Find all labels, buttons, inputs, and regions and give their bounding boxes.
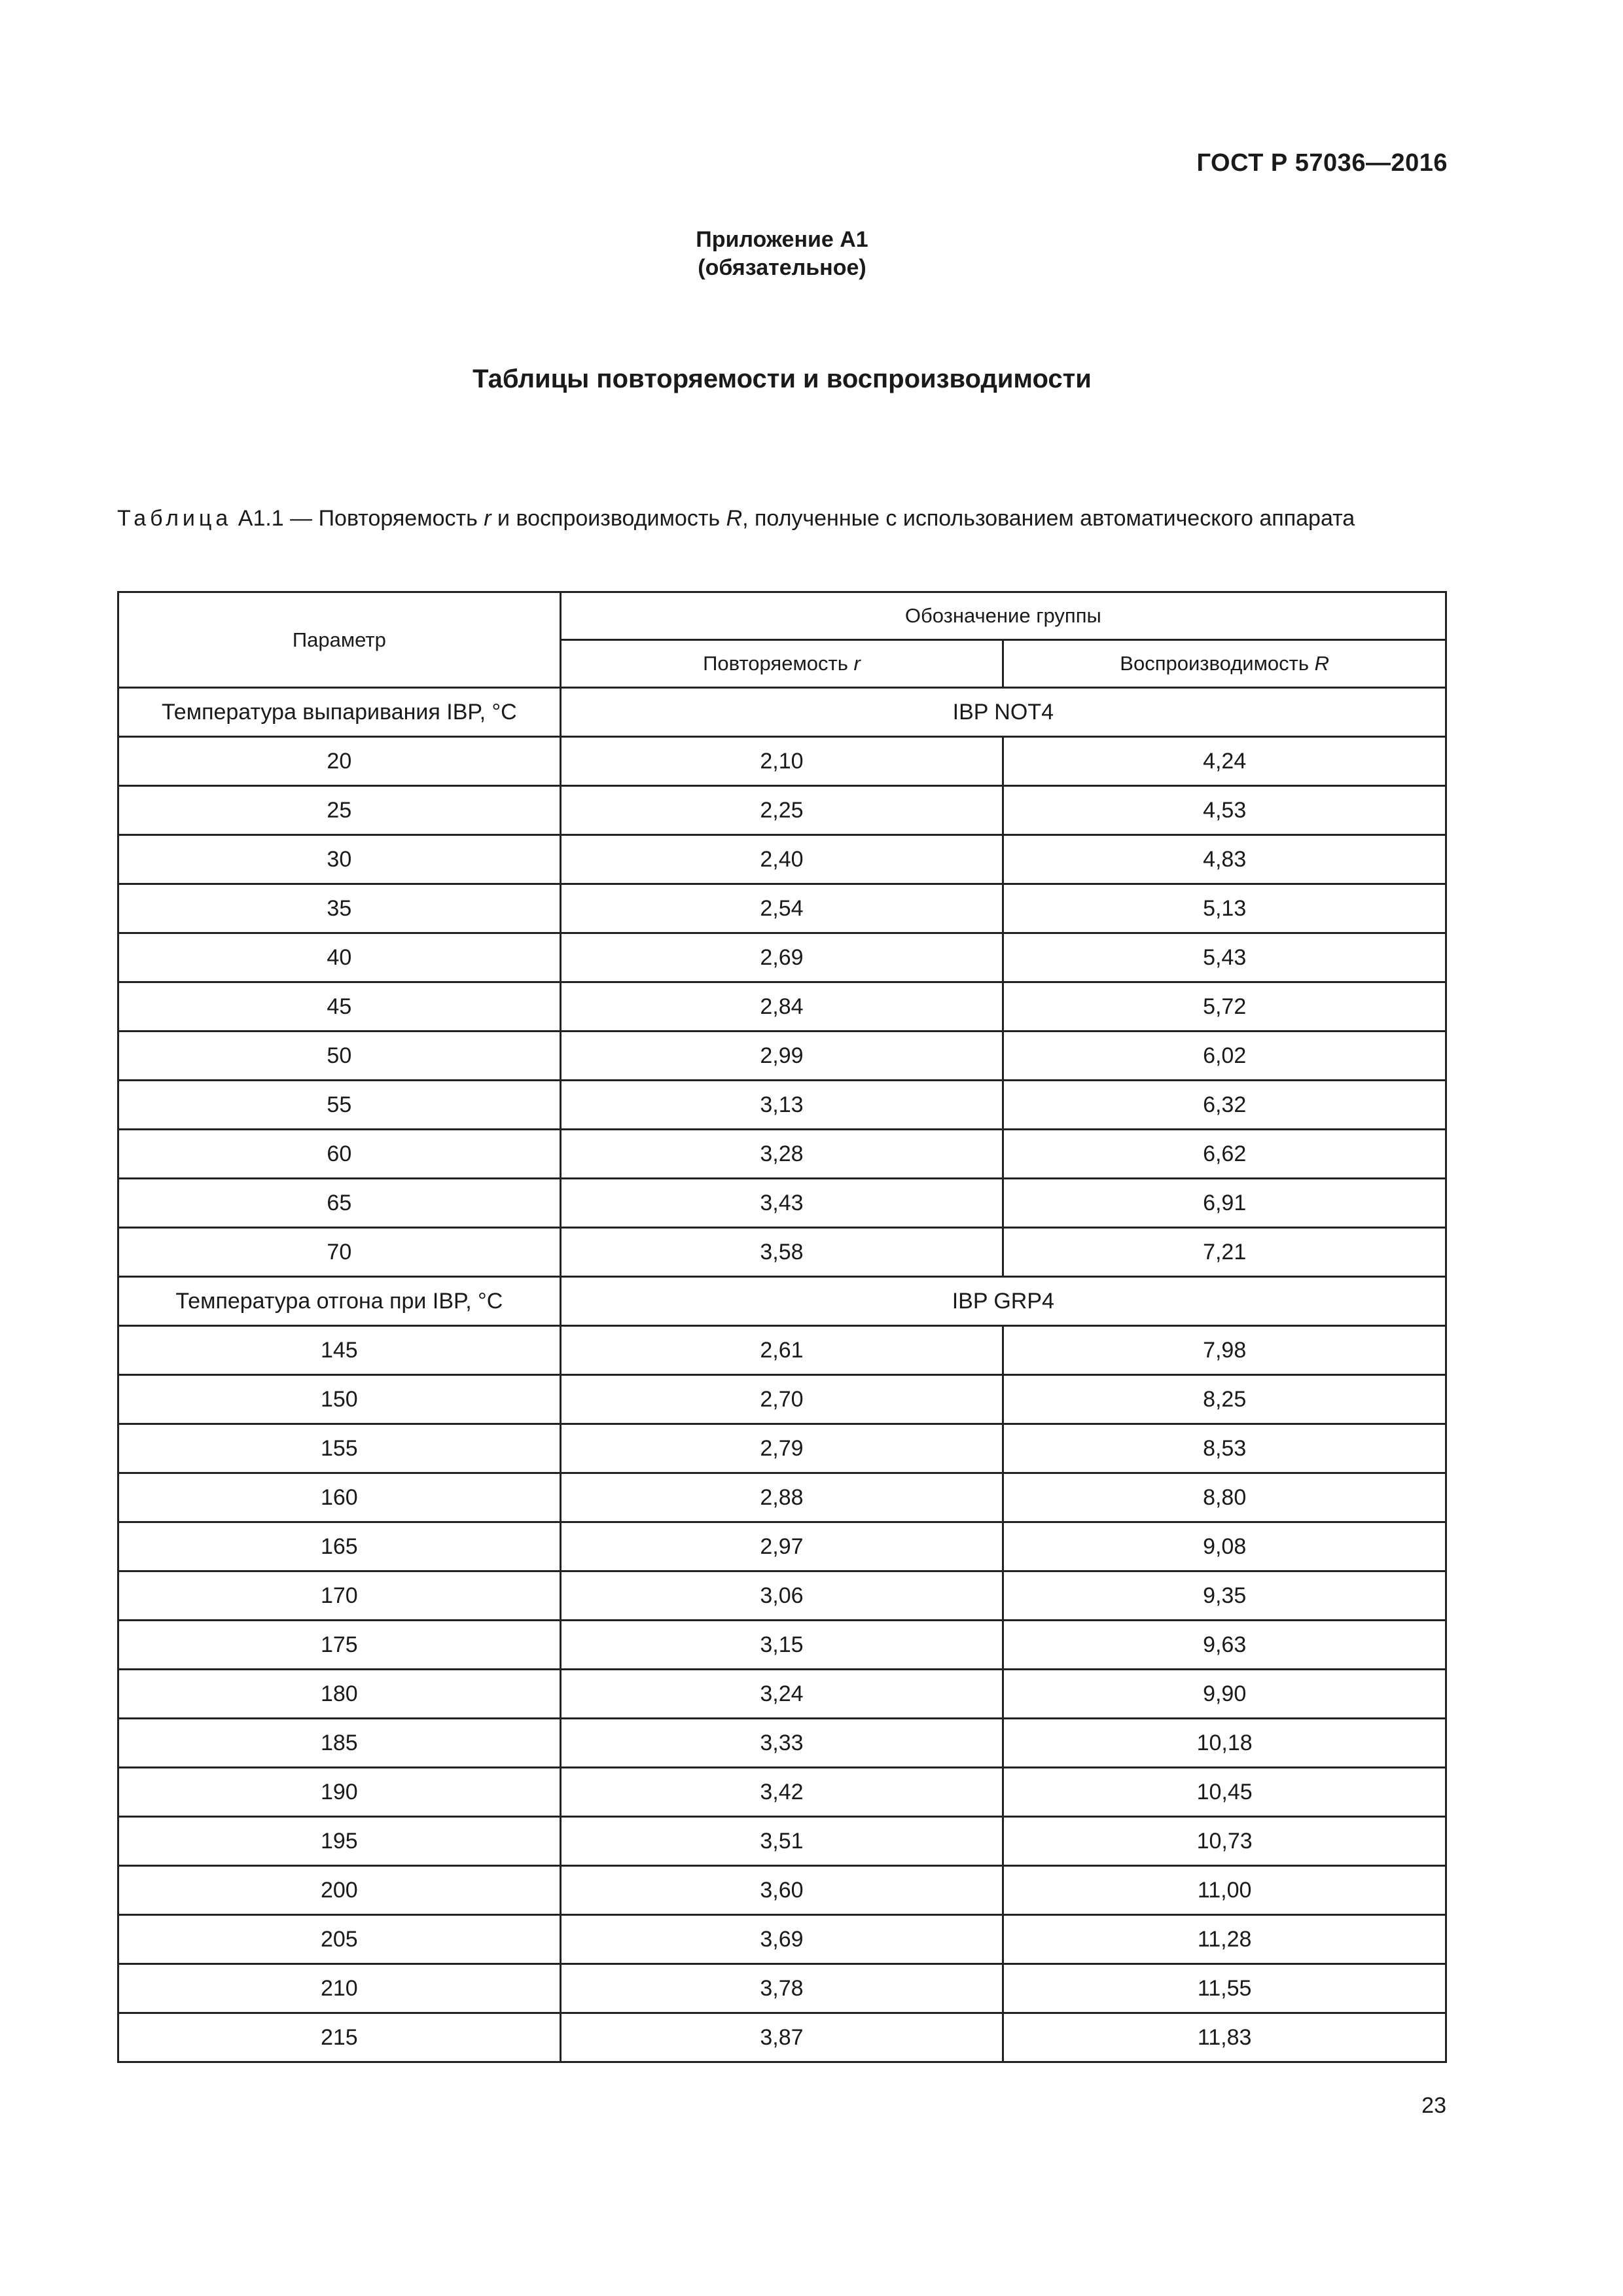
cell-repeatability: 2,25: [560, 786, 1003, 835]
cell-repeatability: 2,10: [560, 737, 1003, 786]
header-group-designation: Обозначение группы: [560, 592, 1446, 640]
cell-reproducibility: 11,00: [1003, 1866, 1446, 1915]
cell-temperature: 150: [118, 1375, 561, 1424]
section-group: IBP NOT4: [560, 688, 1446, 737]
cell-repeatability: 2,69: [560, 933, 1003, 982]
cell-temperature: 185: [118, 1719, 561, 1768]
table-row: [118, 884, 1446, 933]
cell-reproducibility: 10,73: [1003, 1817, 1446, 1866]
table-row: [118, 1866, 1446, 1915]
table-row: [118, 1621, 1446, 1670]
cell-repeatability: 2,97: [560, 1522, 1003, 1571]
cell-temperature: 205: [118, 1915, 561, 1964]
cell-repeatability: 2,40: [560, 835, 1003, 884]
table-caption: [117, 504, 1447, 533]
cell-temperature: 30: [118, 835, 561, 884]
table-row: [118, 835, 1446, 884]
cell-temperature: 165: [118, 1522, 561, 1571]
cell-temperature: 70: [118, 1228, 561, 1277]
section-row: [118, 1277, 1446, 1326]
cell-temperature: 145: [118, 1326, 561, 1375]
cell-temperature: 200: [118, 1866, 561, 1915]
cell-repeatability: 3,13: [560, 1081, 1003, 1130]
table-row: [118, 1375, 1446, 1424]
cell-reproducibility: 10,45: [1003, 1768, 1446, 1817]
cell-temperature: 170: [118, 1571, 561, 1621]
cell-reproducibility: 5,43: [1003, 933, 1446, 982]
appendix-status: (обязательное): [698, 255, 866, 280]
cell-reproducibility: 9,63: [1003, 1621, 1446, 1670]
cell-reproducibility: 7,21: [1003, 1228, 1446, 1277]
caption-symbol-R: R: [726, 506, 743, 531]
cell-temperature: 215: [118, 2013, 561, 2062]
cell-repeatability: 2,70: [560, 1375, 1003, 1424]
header-reproducibility-symbol: R: [1314, 652, 1330, 675]
cell-reproducibility: 6,91: [1003, 1179, 1446, 1228]
cell-reproducibility: 8,80: [1003, 1473, 1446, 1522]
header-reproducibility: [1003, 640, 1446, 688]
caption-text-1: — Повторяемость: [283, 506, 484, 531]
cell-reproducibility: 4,53: [1003, 786, 1446, 835]
cell-repeatability: 3,28: [560, 1130, 1003, 1179]
table-row: [118, 1326, 1446, 1375]
table-row: [118, 982, 1446, 1031]
cell-temperature: 180: [118, 1670, 561, 1719]
cell-reproducibility: 6,02: [1003, 1031, 1446, 1081]
cell-reproducibility: 4,24: [1003, 737, 1446, 786]
table-row: [118, 1130, 1446, 1179]
table-row: [118, 1473, 1446, 1522]
header-repeatability: [560, 640, 1003, 688]
cell-repeatability: 3,58: [560, 1228, 1003, 1277]
cell-temperature: 160: [118, 1473, 561, 1522]
repeatability-table: [117, 591, 1447, 2063]
cell-reproducibility: 8,53: [1003, 1424, 1446, 1473]
table-row: [118, 786, 1446, 835]
cell-repeatability: 3,69: [560, 1915, 1003, 1964]
table-row: [118, 1081, 1446, 1130]
header-reproducibility-label: Воспроизводимость: [1120, 652, 1315, 675]
section-group: IBP GRP4: [560, 1277, 1446, 1326]
cell-temperature: 35: [118, 884, 561, 933]
cell-reproducibility: 6,62: [1003, 1130, 1446, 1179]
cell-reproducibility: 9,90: [1003, 1670, 1446, 1719]
cell-repeatability: 2,84: [560, 982, 1003, 1031]
cell-temperature: 25: [118, 786, 561, 835]
cell-temperature: 175: [118, 1621, 561, 1670]
cell-repeatability: 3,33: [560, 1719, 1003, 1768]
table-row: [118, 1179, 1446, 1228]
page-number: 23: [1421, 2093, 1446, 2118]
cell-reproducibility: 5,13: [1003, 884, 1446, 933]
section-label: Температура выпаривания IBP, °C: [118, 688, 561, 737]
appendix-heading: [0, 226, 1564, 281]
cell-temperature: 195: [118, 1817, 561, 1866]
section-label: Температура отгона при IBP, °C: [118, 1277, 561, 1326]
table-row: [118, 1522, 1446, 1571]
cell-temperature: 50: [118, 1031, 561, 1081]
cell-reproducibility: 5,72: [1003, 982, 1446, 1031]
table-row: [118, 1964, 1446, 2013]
cell-reproducibility: 11,28: [1003, 1915, 1446, 1964]
cell-repeatability: 3,43: [560, 1179, 1003, 1228]
table-row: [118, 933, 1446, 982]
cell-repeatability: 2,54: [560, 884, 1003, 933]
header-repeatability-symbol: r: [853, 652, 861, 675]
cell-temperature: 40: [118, 933, 561, 982]
table-row: [118, 1719, 1446, 1768]
cell-temperature: 210: [118, 1964, 561, 2013]
cell-repeatability: 2,88: [560, 1473, 1003, 1522]
caption-text-2: и воспроизводимость: [491, 506, 726, 531]
cell-temperature: 55: [118, 1081, 561, 1130]
cell-temperature: 45: [118, 982, 561, 1031]
header-parameter: Параметр: [118, 592, 561, 688]
caption-label: Таблица: [117, 506, 232, 531]
cell-repeatability: 3,78: [560, 1964, 1003, 2013]
table-row: [118, 1817, 1446, 1866]
standard-code: ГОСТ Р 57036—2016: [1196, 149, 1448, 177]
table-row: [118, 737, 1446, 786]
appendix-title: Приложение А1: [696, 227, 868, 252]
section-title: Таблицы повторяемости и воспроизводимости: [473, 365, 1092, 393]
cell-repeatability: 3,42: [560, 1768, 1003, 1817]
table-body: [118, 688, 1446, 2062]
caption-number: А1.1: [238, 506, 284, 531]
cell-temperature: 155: [118, 1424, 561, 1473]
cell-repeatability: 3,15: [560, 1621, 1003, 1670]
cell-reproducibility: 8,25: [1003, 1375, 1446, 1424]
table-row: [118, 1670, 1446, 1719]
cell-repeatability: 3,24: [560, 1670, 1003, 1719]
table-row: [118, 1031, 1446, 1081]
cell-repeatability: 3,06: [560, 1571, 1003, 1621]
cell-repeatability: 2,99: [560, 1031, 1003, 1081]
cell-repeatability: 3,60: [560, 1866, 1003, 1915]
section-row: [118, 688, 1446, 737]
cell-temperature: 20: [118, 737, 561, 786]
table-row: [118, 1571, 1446, 1621]
table-row: [118, 1915, 1446, 1964]
cell-reproducibility: 4,83: [1003, 835, 1446, 884]
cell-reproducibility: 7,98: [1003, 1326, 1446, 1375]
cell-repeatability: 3,51: [560, 1817, 1003, 1866]
cell-temperature: 65: [118, 1179, 561, 1228]
table-row: [118, 1228, 1446, 1277]
caption-symbol-r: r: [484, 506, 491, 531]
cell-temperature: 60: [118, 1130, 561, 1179]
cell-reproducibility: 10,18: [1003, 1719, 1446, 1768]
header-repeatability-label: Повторяемость: [703, 652, 854, 675]
table-row: [118, 2013, 1446, 2062]
cell-repeatability: 3,87: [560, 2013, 1003, 2062]
cell-temperature: 190: [118, 1768, 561, 1817]
cell-reproducibility: 11,55: [1003, 1964, 1446, 2013]
cell-reproducibility: 9,08: [1003, 1522, 1446, 1571]
cell-repeatability: 2,61: [560, 1326, 1003, 1375]
cell-reproducibility: 6,32: [1003, 1081, 1446, 1130]
table-row: [118, 1768, 1446, 1817]
cell-reproducibility: 11,83: [1003, 2013, 1446, 2062]
cell-repeatability: 2,79: [560, 1424, 1003, 1473]
caption-text-3: , полученные с использованием автоматического аппарата: [742, 506, 1355, 531]
table-row: [118, 1424, 1446, 1473]
cell-reproducibility: 9,35: [1003, 1571, 1446, 1621]
